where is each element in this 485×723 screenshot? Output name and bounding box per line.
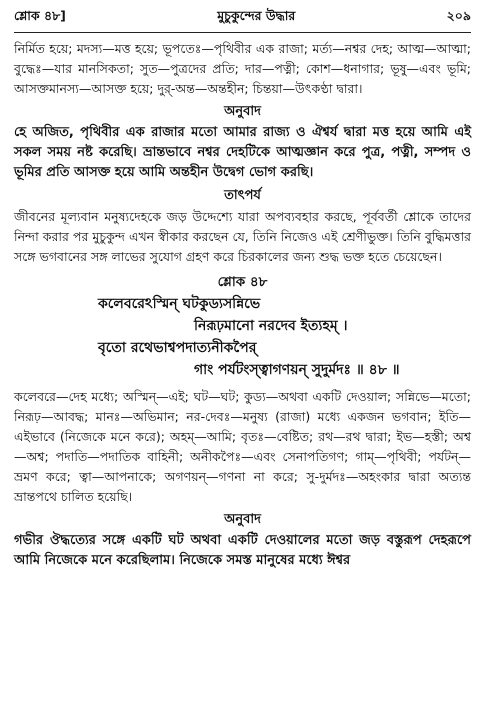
verse-line: গাং পর্যটংস্ত্বাগণয়ন্ সুদুর্মদঃ ॥ ৪৮ ॥ [194, 362, 400, 378]
translation-text: হে অজিত, পৃথিবীর এক রাজার মতো আমার রাজ্য ও ঐশ্বর্য দ্বারা মত্ত হয়ে আমি এই সকল সময় নষ্ট করেছি। ভ্রান্তভাবে নশ্বর দেহটিকে আত্মজ্ঞান করে পুত্র, পত্নী, সম্পদ ও ভূমির প্রতি আসক্ত হয়ে আমি অন্তহীন উদ্বেগ ভোগ করছি। [14, 125, 471, 180]
verse-line: বৃতো রথেভাশ্বপদাত্যনীকপৈর্ [98, 340, 257, 356]
synonyms-verse: কলেবরে—দেহ মধ্যে; অস্মিন্—এই; ঘট—ঘট; কুড্য—অথবা একটি দেওয়াল; সন্নিভে—মতো; নিরূঢ়—আবদ্ধ; মানঃ—অভিমান; নর-দেবঃ—মনুষ্য (রাজা) মধ্যে একজন ভগবান; ইতি—এইভাবে (নিজেকে মনে করে); অহম্—আমি; বৃতঃ—বেষ্টিত; রথ—রথ দ্বারা; ইভ—হস্তী; অশ্ব—অশ্ব; পদাতি—পদাতিক বাহিনী; অনীকপৈঃ—এবং সেনাপতিগণ; গাম্—পৃথিবী; পর্যটন্—ভ্রমণ করে; ত্বা—আপনাকে; অগণয়ন্—গণনা না করে; সু-দুর্মদঃ—অহংকার দ্বারা অত্যন্ত ভ্রান্তপথে চালিত হয়েছি। [14, 389, 471, 504]
header-chapter-title: মুচুকুন্দের উদ্ধার [217, 8, 296, 23]
running-header [14, 8, 471, 30]
header-rule [14, 32, 471, 33]
header-verse-ref: শ্লোক ৪৮] [14, 8, 66, 23]
translation-text-2: গভীর ঔদ্ধত্যের সঙ্গে একটি ঘট অথবা একটি দেওয়ালের মতো জড় বস্তুরূপ দেহরূপে আমি নিজেকে মনে করেছিলাম। নিজেকে সমস্ত মানুষের মধ্যে ঈশ্বর [14, 533, 471, 568]
purport-text: জীবনের মূল্যবান মনুষ্যদেহকে জড় উদ্দেশ্যে যারা অপব্যবহার করছে, পূর্ববর্তী শ্লোকে তাদের নিন্দা করার পর মুচুকুন্দ এখন স্বীকার করছেন যে, তিনি নিজেও এই শ্রেণীভুক্ত। তিনি বুদ্ধিমত্তার সঙ্গে ভগবানের সঙ্গ লাভের সুযোগ গ্রহণ করে চিরকালের জন্য শুদ্ধ ভক্ত হতে চেয়েছেন। [14, 209, 471, 264]
verse-line: নিরূঢ়মানো নরদেব ইত্যহম্ । [194, 318, 348, 334]
translation-heading: অনুবাদ [224, 104, 261, 119]
synonyms-top: নির্মিত হয়ে; মদস্য—মত্ত হয়ে; ভূপতেঃ—পৃথিবীর এক রাজা; মর্ত্য—নশ্বর দেহ; আত্ম—আত্মা; বুদ্ধেঃ—যার মানসিকতা; সুত—পুত্রদের প্রতি; দার—পত্নী; কোশ—ধনাগার; ভূষু—এবং ভূমি; আসক্তমানস্য—আসক্ত হয়ে; দুর্-অন্ত—অন্তহীন; চিন্তয়া—উৎকণ্ঠা দ্বারা। [14, 41, 471, 96]
verse-line: কলেবরেঽস্মিন্ ঘটকুড্যসন্নিভে [98, 296, 261, 312]
purport-heading: তাৎপর্য [224, 188, 261, 203]
translation-heading-2: অনুবাদ [224, 512, 261, 527]
verse-title: শ্লোক ৪৮ [217, 274, 268, 290]
page-number: ২০৯ [446, 8, 471, 23]
sanskrit-verse [14, 293, 471, 381]
